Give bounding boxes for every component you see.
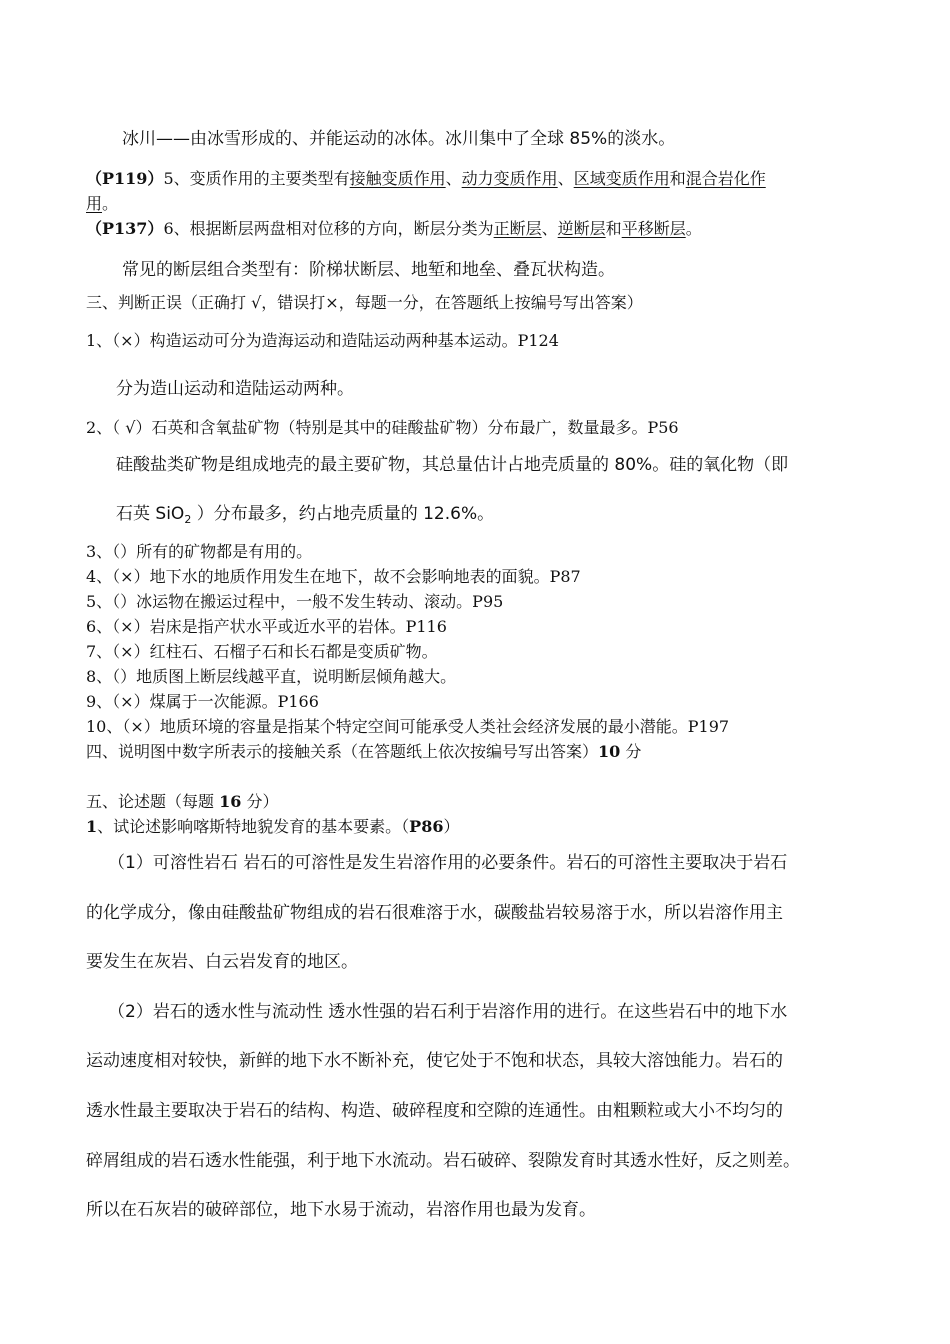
q5-term-contact: 接触变质作用	[349, 169, 446, 188]
q5-page-ref: （P119）	[86, 169, 164, 188]
section4-text: 四、说明图中数字所表示的接触关系（在答题纸上依次按编号写出答案）	[86, 742, 599, 761]
q5-line1	[86, 166, 766, 189]
q6-page-ref: （P137）	[86, 219, 164, 238]
tf-item-2-note-line2	[116, 499, 494, 526]
answer-line: 的化学成分，像由硅酸盐矿物组成的岩石很难溶于水，碳酸盐岩较易溶于水，所以岩溶作用主	[86, 903, 783, 923]
tf-item-2-note-line1: 硅酸盐类矿物是组成地壳的最主要矿物，其总量估计占地壳质量的 80%。硅的氧化物（即	[116, 455, 789, 475]
answer-line: 要发生在灰岩、白云岩发育的地区。	[86, 952, 358, 972]
tf-item: 9、（×）煤属于一次能源。P166	[86, 692, 319, 711]
section5-text: 五、论述题（每题	[86, 792, 220, 811]
tf-item: 7、（×）红柱石、石榴子石和长石都是变质矿物。	[86, 642, 438, 661]
tf-item: 10、（×）地质环境的容量是指某个特定空间可能承受人类社会经济发展的最小潜能。P197	[86, 717, 730, 736]
tf-item: 8、（）地质图上断层线越平直，说明断层倾角越大。	[86, 667, 457, 686]
tf-item-1-note: 分为造山运动和造陆运动两种。	[116, 379, 354, 399]
q5-sep: 和	[669, 169, 686, 188]
q6-sep: 和	[605, 219, 622, 238]
q5-line2	[86, 191, 118, 214]
q5-term-migmatization-cont: 用	[86, 194, 103, 213]
q6-line	[86, 216, 702, 239]
essay1-page-ref: P86	[409, 817, 444, 836]
tf-item: 3、（）所有的矿物都是有用的。	[86, 542, 313, 561]
section3-heading: 三、判断正误（正确打 √，错误打×，每题一分，在答题纸上按编号写出答案）	[86, 293, 643, 312]
essay-question-1	[86, 814, 459, 837]
q5-sep: 、	[557, 169, 574, 188]
glacier-note: 冰川——由冰雪形成的、并能运动的冰体。冰川集中了全球 85%的淡水。	[122, 129, 676, 149]
silica-subscript: 2	[184, 513, 192, 526]
answer-line: 所以在石灰岩的破碎部位，地下水易于流动，岩溶作用也最为发育。	[86, 1200, 596, 1220]
essay1-text: 、试论述影响喀斯特地貌发育的基本要素。（	[97, 817, 410, 836]
silica-label: 石英 SiO	[116, 504, 185, 524]
q5-sep: 、	[445, 169, 462, 188]
answer-line: （1）可溶性岩石 岩石的可溶性是发生岩溶作用的必要条件。岩石的可溶性主要取决于岩石	[108, 853, 788, 873]
section4-score: 10	[598, 742, 621, 761]
q5-lead: 5、变质作用的主要类型有	[163, 169, 350, 188]
q6-term-reverse: 逆断层	[557, 219, 606, 238]
q6-sep: 、	[541, 219, 558, 238]
section4-heading	[86, 739, 641, 762]
q5-term-regional: 区域变质作用	[573, 169, 670, 188]
q5-end: 。	[102, 194, 119, 213]
q6-end: 。	[685, 219, 702, 238]
tf-item-1: 1、（×）构造运动可分为造海运动和造陆运动两种基本运动。P124	[86, 331, 559, 350]
q6-lead: 6、根据断层两盘相对位移的方向，断层分类为	[163, 219, 494, 238]
tf-item: 5、（）冰运物在搬运过程中，一般不发生转动、滚动。P95	[86, 592, 504, 611]
q6-term-strike-slip: 平移断层	[621, 219, 686, 238]
essay1-close: ）	[443, 817, 460, 836]
q5-term-dynamic: 动力变质作用	[461, 169, 558, 188]
tf-item: 4、（×）地下水的地质作用发生在地下，故不会影响地表的面貌。P87	[86, 567, 581, 586]
answer-line: 透水性最主要取决于岩石的结构、构造、破碎程度和空隙的连通性。由粗颗粒或大小不均匀的	[86, 1101, 783, 1121]
section5-heading	[86, 789, 278, 812]
section5-score: 16	[219, 792, 242, 811]
answer-line: 碎屑组成的岩石透水性能强，利于地下水流动。岩石破碎、裂隙发育时其透水性好，反之则差。	[86, 1151, 800, 1171]
silica-note: ）分布最多，约占地壳质量的 12.6%。	[191, 504, 495, 524]
essay1-number: 1	[86, 817, 98, 836]
answer-line: （2）岩石的透水性与流动性 透水性强的岩石利于岩溶作用的进行。在这些岩石中的地下水	[108, 1002, 788, 1022]
tf-item-2: 2、（ √）石英和含氧盐矿物（特别是其中的硅酸盐矿物）分布最广，数量最多。P56	[86, 418, 679, 437]
tf-item: 6、（×）岩床是指产状水平或近水平的岩体。P116	[86, 617, 447, 636]
fault-combo-note: 常见的断层组合类型有：阶梯状断层、地堑和地垒、叠瓦状构造。	[122, 260, 615, 280]
section5-unit: 分）	[241, 792, 279, 811]
answer-line: 运动速度相对较快，新鲜的地下水不断补充，使它处于不饱和状态，具较大溶蚀能力。岩石的	[86, 1051, 783, 1071]
q6-term-normal: 正断层	[493, 219, 542, 238]
q5-term-migmatization: 混合岩化作	[685, 169, 766, 188]
section4-unit: 分	[620, 742, 642, 761]
